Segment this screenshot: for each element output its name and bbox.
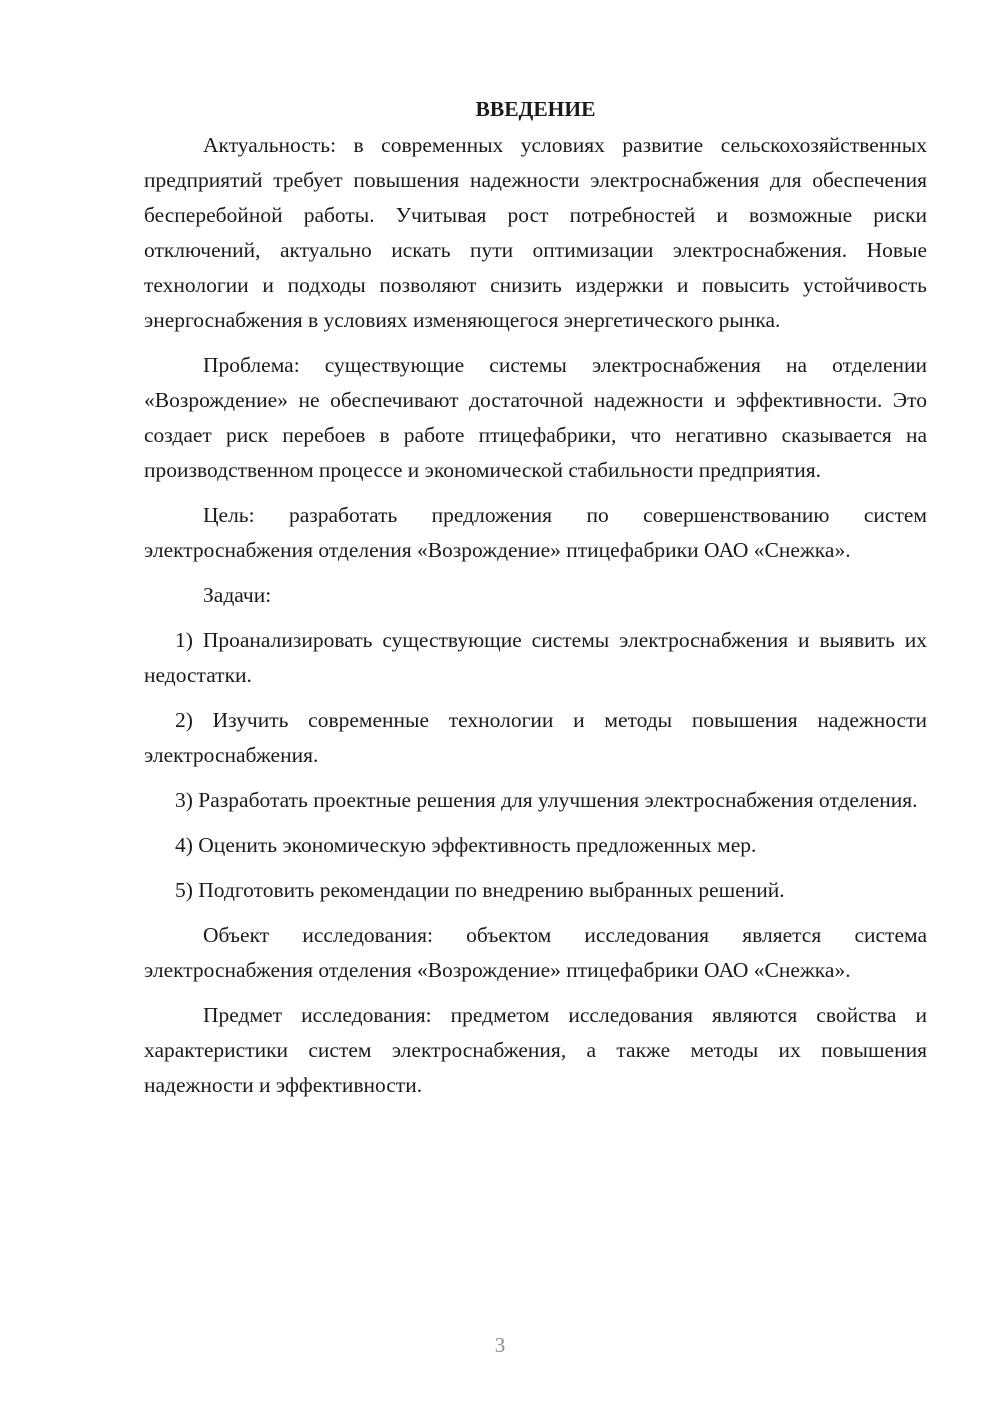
task-item: 3) Разработать проектные решения для улучшения электроснабжения отделения.	[175, 788, 918, 812]
task-item: 5) Подготовить рекомендации по внедрению выбранных решений.	[175, 878, 785, 902]
tasks-heading: Задачи:	[203, 583, 272, 607]
paragraph-subject: Предмет исследования: предметом исследования являются свойства и характеристики систем электроснабжения, а также методы их повышения надежности и эффективности.	[144, 1003, 927, 1097]
task-item: 4) Оценить экономическую эффективность предложенных мер.	[175, 833, 757, 857]
paragraph-goal: Цель: разработать предложения по совершенствованию систем электроснабжения отделения «Возрождение» птицефабрики ОАО «Снежка».	[144, 503, 927, 562]
page-content	[144, 92, 927, 1103]
tasks-list	[144, 623, 927, 908]
paragraph-problem: Проблема: существующие системы электроснабжения на отделении «Возрождение» не обеспечивают достаточной надежности и эффективности. Это создает риск перебоев в работе птицефабрики, что негативно сказывается на производственном процессе и экономической стабильности предприятия.	[144, 353, 927, 482]
task-item: 1) Проанализировать существующие системы электроснабжения и выявить их недостатки.	[144, 628, 927, 687]
page-title: ВВЕДЕНИЕ	[475, 97, 596, 121]
page-number: 3	[494, 1333, 506, 1357]
paragraph-object: Объект исследования: объектом исследования является система электроснабжения отделения «Возрождение» птицефабрики ОАО «Снежка».	[144, 923, 927, 982]
task-item: 2) Изучить современные технологии и методы повышения надежности электроснабжения.	[144, 708, 927, 767]
paragraph-relevance: Актуальность: в современных условиях развитие сельскохозяйственных предприятий требует повышения надежности электроснабжения для обеспечения бесперебойной работы. Учитывая рост потребностей и возможные риски отключений, актуально искать пути оптимизации электроснабжения. Новые технологии и подходы позволяют снизить издержки и повысить устойчивость энергоснабжения в условиях изменяющегося энергетического рынка.	[144, 133, 927, 332]
